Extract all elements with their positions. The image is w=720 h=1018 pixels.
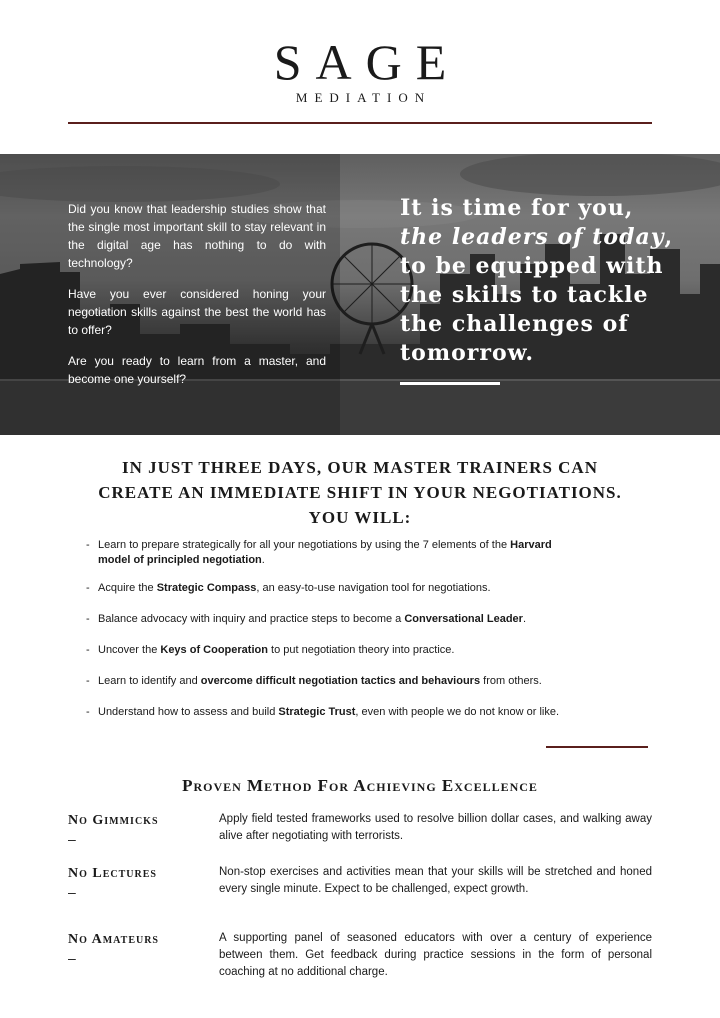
hero-quote-line: It is time for you,: [400, 195, 634, 221]
headline-line: IN JUST THREE DAYS, OUR MASTER TRAINERS CAN: [122, 458, 598, 477]
list-item: - Uncover the Keys of Cooperation to put negotiation theory into practice.: [86, 643, 646, 658]
hero-quote-line: the challenges of: [400, 311, 629, 337]
headline-line: YOU WILL:: [308, 508, 412, 527]
hero-quote-line: tomorrow.: [400, 340, 535, 366]
hero-banner: [0, 154, 720, 435]
headline-line: CREATE AN IMMEDIATE SHIFT IN YOUR NEGOTIATIONS.: [98, 483, 622, 502]
hero-paragraph: Did you know that leadership studies show that the single most important skill to stay relevant in the digital age has nothing to do with technology?: [68, 202, 326, 270]
method-name: No Gimmicks: [68, 813, 159, 828]
logo: [0, 36, 720, 106]
method-dash: –: [68, 884, 76, 900]
logo-wordmark: SAGE: [273, 34, 461, 90]
section-divider: [546, 746, 648, 748]
method-name: No Lectures: [68, 866, 157, 881]
hero-divider: [400, 382, 500, 385]
list-item: - Understand how to assess and build Strategic Trust, even with people we do not know or like.: [86, 705, 646, 720]
method-dash: –: [68, 831, 76, 847]
list-item: - Learn to identify and overcome difficult negotiation tactics and behaviours from others.: [86, 674, 646, 689]
hero-quote-line: to be equipped with: [400, 253, 664, 279]
hero-quote: [400, 194, 700, 368]
hero-quote-line: the skills to tackle: [400, 282, 649, 308]
logo-subtitle: MEDIATION: [295, 90, 432, 105]
hero-intro-text: [68, 200, 326, 401]
section-headline: [0, 455, 720, 530]
list-item: - Learn to prepare strategically for all your negotiations by using the 7 elements of the Harvard model of principled negotiation.: [86, 538, 576, 568]
hero-paragraph: Have you ever considered honing your negotiation skills against the best the world has to offer?: [68, 287, 326, 337]
method-description: Non-stop exercises and activities mean that your skills will be stretched and honed every single minute. Expect to be challenged, expect growth.: [219, 866, 652, 895]
hero-quote-comma: ,: [664, 224, 674, 250]
method-name: No Amateurs: [68, 932, 159, 947]
method-description: Apply field tested frameworks used to resolve billion dollar cases, and walking away alive after negotiating with terrorists.: [219, 813, 652, 842]
methods-title: Proven Method For Achieving Excellence: [182, 776, 538, 795]
hero-quote-line: [400, 223, 700, 252]
benefits-list: [86, 538, 646, 720]
list-item: - Balance advocacy with inquiry and practice steps to become a Conversational Leader.: [86, 612, 646, 627]
method-description: A supporting panel of seasoned educators with over a century of experience between them. Get feedback during practice sessions in the form of personal coaching at no additional charge.: [219, 932, 652, 978]
hero-quote-emphasis: the leaders of today: [400, 224, 665, 250]
method-dash: –: [68, 950, 76, 966]
header-divider: [68, 122, 652, 124]
list-item: - Acquire the Strategic Compass, an easy-to-use navigation tool for negotiations.: [86, 581, 646, 596]
hero-paragraph: Are you ready to learn from a master, and become one yourself?: [68, 354, 326, 386]
